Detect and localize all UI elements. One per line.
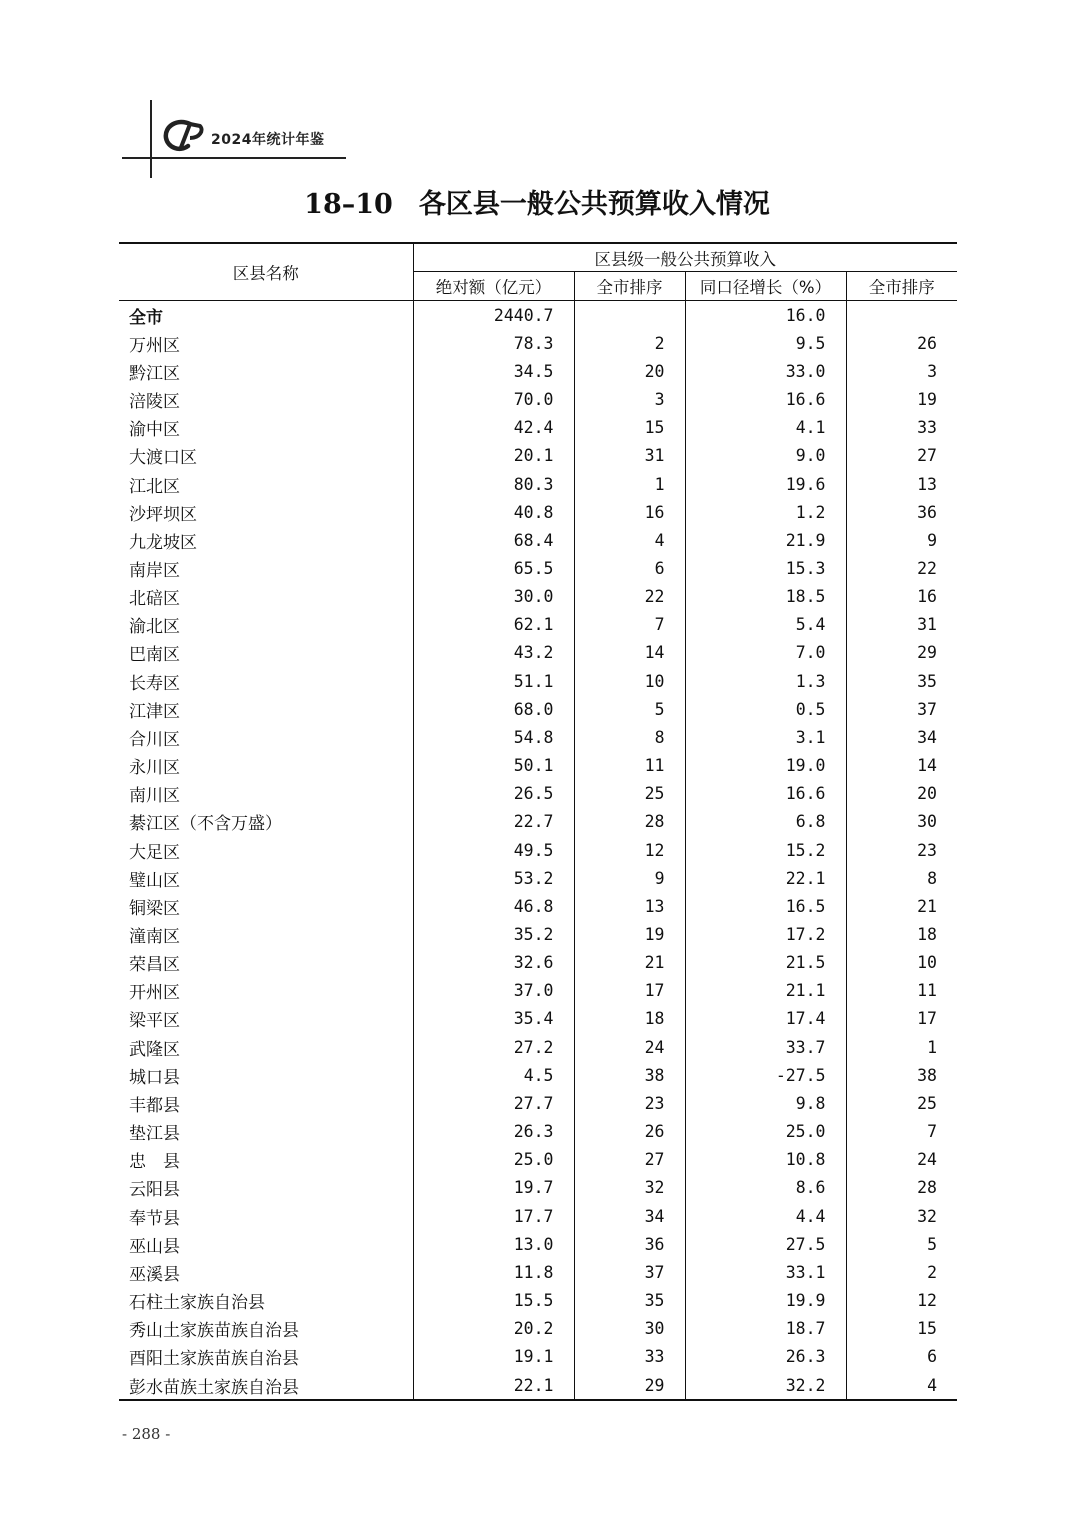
revenue-rank: 25 [574, 780, 685, 808]
table-row [119, 498, 957, 526]
growth-value: 16.0 [685, 301, 846, 330]
growth-rank: 36 [917, 502, 937, 522]
column-header-growth-rank: 全市排序 [846, 272, 957, 301]
growth-rank: 38 [917, 1065, 937, 1085]
growth-rank: 22 [917, 558, 937, 578]
group-header: 区县级一般公共预算收入 [413, 243, 957, 272]
table-row [119, 780, 957, 808]
growth-rank: 21 [917, 896, 937, 916]
revenue-rank: 2 [574, 329, 685, 357]
table-row [119, 920, 957, 948]
table-row [119, 583, 957, 611]
growth-rank: 24 [917, 1150, 937, 1170]
revenue-rank: 38 [574, 1061, 685, 1089]
growth-rank: 23 [917, 840, 937, 860]
growth-rank: 37 [917, 699, 937, 719]
absolute-value: 22.1 [413, 1371, 574, 1400]
growth-value: 3.1 [685, 723, 846, 751]
revenue-rank: 23 [574, 1089, 685, 1117]
growth-rank: 12 [917, 1291, 937, 1311]
growth-value: 33.7 [685, 1033, 846, 1061]
table-row [119, 1286, 957, 1314]
district-name: 酉阳土家族苗族自治县 [119, 1343, 413, 1371]
revenue-rank: 10 [574, 667, 685, 695]
table-row [119, 1118, 957, 1146]
growth-value: 33.1 [685, 1258, 846, 1286]
table-row [119, 1005, 957, 1033]
growth-value: 27.5 [685, 1230, 846, 1258]
district-name: 万州区 [119, 329, 413, 357]
growth-value: 15.3 [685, 554, 846, 582]
absolute-value: 68.4 [413, 526, 574, 554]
growth-value: 21.9 [685, 526, 846, 554]
growth-value: 9.8 [685, 1089, 846, 1117]
revenue-rank: 4 [574, 526, 685, 554]
absolute-value: 27.2 [413, 1033, 574, 1061]
revenue-rank: 13 [574, 892, 685, 920]
revenue-rank: 20 [574, 357, 685, 385]
growth-value: 16.5 [685, 892, 846, 920]
table-row [119, 892, 957, 920]
table-row [119, 949, 957, 977]
growth-rank: 15 [917, 1319, 937, 1339]
revenue-rank: 6 [574, 554, 685, 582]
table-row [119, 977, 957, 1005]
column-header-district: 区县名称 [119, 243, 413, 301]
growth-value: 5.4 [685, 611, 846, 639]
revenue-rank: 36 [574, 1230, 685, 1258]
district-name: 云阳县 [119, 1174, 413, 1202]
revenue-rank: 17 [574, 977, 685, 1005]
district-name: 巫山县 [119, 1230, 413, 1258]
growth-value: 21.5 [685, 949, 846, 977]
district-name: 大渡口区 [119, 442, 413, 470]
absolute-value: 27.7 [413, 1089, 574, 1117]
growth-value: 17.2 [685, 920, 846, 948]
table-row [119, 385, 957, 413]
district-name: 潼南区 [119, 920, 413, 948]
growth-value: 19.9 [685, 1286, 846, 1314]
absolute-value: 53.2 [413, 864, 574, 892]
table-row [119, 808, 957, 836]
growth-value: 33.0 [685, 357, 846, 385]
growth-value: 0.5 [685, 695, 846, 723]
growth-rank: 17 [917, 1009, 937, 1029]
table-row [119, 526, 957, 554]
district-name: 合川区 [119, 723, 413, 751]
revenue-rank: 11 [574, 752, 685, 780]
absolute-value: 15.5 [413, 1286, 574, 1314]
growth-value: 9.0 [685, 442, 846, 470]
growth-value: 9.5 [685, 329, 846, 357]
growth-value: 1.3 [685, 667, 846, 695]
absolute-value: 26.5 [413, 780, 574, 808]
district-name: 奉节县 [119, 1202, 413, 1230]
growth-value: 6.8 [685, 808, 846, 836]
district-name: 涪陵区 [119, 385, 413, 413]
revenue-rank: 16 [574, 498, 685, 526]
district-name: 垫江县 [119, 1118, 413, 1146]
table-row [119, 301, 957, 330]
absolute-value: 54.8 [413, 723, 574, 751]
absolute-value: 40.8 [413, 498, 574, 526]
absolute-value: 65.5 [413, 554, 574, 582]
table-row [119, 695, 957, 723]
growth-value: 25.0 [685, 1118, 846, 1146]
growth-rank: 18 [917, 925, 937, 945]
revenue-rank: 27 [574, 1146, 685, 1174]
table-row [119, 1315, 957, 1343]
growth-value: 4.4 [685, 1202, 846, 1230]
growth-rank: 31 [917, 615, 937, 635]
growth-rank: 8 [927, 868, 937, 888]
table-row [119, 1146, 957, 1174]
table-title: 各区县一般公共预算收入情况 [418, 189, 770, 220]
growth-value: 4.1 [685, 414, 846, 442]
district-name: 忠 县 [119, 1146, 413, 1174]
absolute-value: 4.5 [413, 1061, 574, 1089]
absolute-value: 35.4 [413, 1005, 574, 1033]
district-name: 渝北区 [119, 611, 413, 639]
district-name: 荣昌区 [119, 949, 413, 977]
absolute-value: 51.1 [413, 667, 574, 695]
absolute-value: 37.0 [413, 977, 574, 1005]
revenue-rank: 12 [574, 836, 685, 864]
table-row [119, 1371, 957, 1400]
revenue-rank: 31 [574, 442, 685, 470]
growth-value: 10.8 [685, 1146, 846, 1174]
growth-rank: 9 [927, 530, 937, 550]
absolute-value: 49.5 [413, 836, 574, 864]
table-row [119, 667, 957, 695]
revenue-rank [574, 301, 685, 330]
revenue-rank: 14 [574, 639, 685, 667]
revenue-rank: 29 [574, 1371, 685, 1400]
revenue-rank: 8 [574, 723, 685, 751]
absolute-value: 32.6 [413, 949, 574, 977]
table-row [119, 752, 957, 780]
table-row [119, 329, 957, 357]
table-row [119, 414, 957, 442]
column-header-growth: 同口径增长（%） [685, 272, 846, 301]
district-name: 綦江区（不含万盛） [119, 808, 413, 836]
revenue-rank: 15 [574, 414, 685, 442]
growth-value: 16.6 [685, 385, 846, 413]
district-name: 全市 [119, 301, 413, 330]
growth-value: 22.1 [685, 864, 846, 892]
district-name: 南川区 [119, 780, 413, 808]
table-body [119, 301, 957, 1401]
growth-value: 19.6 [685, 470, 846, 498]
district-name: 永川区 [119, 752, 413, 780]
growth-rank: 7 [927, 1122, 937, 1142]
absolute-value: 80.3 [413, 470, 574, 498]
table-row [119, 1343, 957, 1371]
growth-rank: 29 [917, 643, 937, 663]
growth-value: 18.5 [685, 583, 846, 611]
absolute-value: 34.5 [413, 357, 574, 385]
district-name: 铜梁区 [119, 892, 413, 920]
revenue-rank: 22 [574, 583, 685, 611]
revenue-rank: 7 [574, 611, 685, 639]
absolute-value: 2440.7 [413, 301, 574, 330]
revenue-rank: 34 [574, 1202, 685, 1230]
revenue-rank: 24 [574, 1033, 685, 1061]
growth-rank: 5 [927, 1234, 937, 1254]
table-row [119, 611, 957, 639]
table-row [119, 639, 957, 667]
growth-rank: 35 [917, 671, 937, 691]
growth-rank: 11 [917, 981, 937, 1001]
table-row [119, 442, 957, 470]
revenue-rank: 3 [574, 385, 685, 413]
growth-value: 21.1 [685, 977, 846, 1005]
absolute-value: 70.0 [413, 385, 574, 413]
growth-rank: 28 [917, 1178, 937, 1198]
growth-rank [846, 301, 957, 330]
growth-rank: 25 [917, 1093, 937, 1113]
absolute-value: 42.4 [413, 414, 574, 442]
revenue-rank: 21 [574, 949, 685, 977]
table-row [119, 554, 957, 582]
district-name: 大足区 [119, 836, 413, 864]
revenue-rank: 5 [574, 695, 685, 723]
growth-rank: 3 [927, 361, 937, 381]
table-row [119, 864, 957, 892]
district-name: 彭水苗族土家族自治县 [119, 1371, 413, 1400]
growth-rank: 30 [917, 812, 937, 832]
district-name: 江津区 [119, 695, 413, 723]
district-name: 丰都县 [119, 1089, 413, 1117]
header-horizontal-rule [122, 157, 346, 159]
growth-value: 18.7 [685, 1315, 846, 1343]
district-name: 石柱土家族自治县 [119, 1286, 413, 1314]
absolute-value: 17.7 [413, 1202, 574, 1230]
table-row [119, 836, 957, 864]
page-number: - 288 - [122, 1425, 171, 1443]
revenue-rank: 32 [574, 1174, 685, 1202]
table-row [119, 1258, 957, 1286]
revenue-rank: 26 [574, 1118, 685, 1146]
district-name: 沙坪坝区 [119, 498, 413, 526]
absolute-value: 43.2 [413, 639, 574, 667]
growth-rank: 1 [927, 1037, 937, 1057]
revenue-rank: 18 [574, 1005, 685, 1033]
header-vertical-rule [150, 100, 152, 178]
growth-rank: 2 [927, 1262, 937, 1282]
table-row [119, 1061, 957, 1089]
absolute-value: 13.0 [413, 1230, 574, 1258]
absolute-value: 19.7 [413, 1174, 574, 1202]
revenue-rank: 28 [574, 808, 685, 836]
growth-rank: 20 [917, 784, 937, 804]
revenue-rank: 9 [574, 864, 685, 892]
growth-value: 16.6 [685, 780, 846, 808]
growth-rank: 14 [917, 756, 937, 776]
revenue-rank: 33 [574, 1343, 685, 1371]
yearbook-logo-icon [160, 116, 206, 156]
growth-value: 8.6 [685, 1174, 846, 1202]
growth-rank: 6 [927, 1347, 937, 1367]
absolute-value: 68.0 [413, 695, 574, 723]
district-name: 梁平区 [119, 1005, 413, 1033]
column-header-rank: 全市排序 [574, 272, 685, 301]
absolute-value: 30.0 [413, 583, 574, 611]
district-name: 璧山区 [119, 864, 413, 892]
district-name: 九龙坡区 [119, 526, 413, 554]
table-row [119, 723, 957, 751]
district-name: 渝中区 [119, 414, 413, 442]
table-row [119, 1089, 957, 1117]
page-title [0, 182, 1074, 221]
growth-value: -27.5 [685, 1061, 846, 1089]
growth-rank: 16 [917, 587, 937, 607]
district-name: 秀山土家族苗族自治县 [119, 1315, 413, 1343]
yearbook-label: 2024年统计年鉴 [211, 132, 325, 148]
revenue-rank: 35 [574, 1286, 685, 1314]
growth-value: 32.2 [685, 1371, 846, 1400]
growth-rank: 32 [917, 1206, 937, 1226]
district-name: 巴南区 [119, 639, 413, 667]
absolute-value: 26.3 [413, 1118, 574, 1146]
growth-value: 15.2 [685, 836, 846, 864]
revenue-rank: 37 [574, 1258, 685, 1286]
absolute-value: 78.3 [413, 329, 574, 357]
growth-rank: 10 [917, 953, 937, 973]
district-name: 南岸区 [119, 554, 413, 582]
growth-value: 19.0 [685, 752, 846, 780]
growth-rank: 34 [917, 727, 937, 747]
table-row [119, 1033, 957, 1061]
absolute-value: 35.2 [413, 920, 574, 948]
growth-rank: 27 [917, 446, 937, 466]
growth-rank: 4 [846, 1371, 957, 1400]
absolute-value: 25.0 [413, 1146, 574, 1174]
district-name: 城口县 [119, 1061, 413, 1089]
revenue-rank: 19 [574, 920, 685, 948]
district-name: 北碚区 [119, 583, 413, 611]
growth-rank: 33 [917, 418, 937, 438]
district-name: 长寿区 [119, 667, 413, 695]
absolute-value: 20.2 [413, 1315, 574, 1343]
absolute-value: 11.8 [413, 1258, 574, 1286]
district-name: 武隆区 [119, 1033, 413, 1061]
growth-value: 1.2 [685, 498, 846, 526]
absolute-value: 19.1 [413, 1343, 574, 1371]
revenue-table [119, 242, 957, 1401]
revenue-rank: 30 [574, 1315, 685, 1343]
district-name: 江北区 [119, 470, 413, 498]
table-row [119, 357, 957, 385]
growth-rank: 26 [917, 333, 937, 353]
growth-value: 17.4 [685, 1005, 846, 1033]
district-name: 开州区 [119, 977, 413, 1005]
growth-value: 7.0 [685, 639, 846, 667]
table-row [119, 1230, 957, 1258]
absolute-value: 62.1 [413, 611, 574, 639]
column-header-absolute: 绝对额（亿元） [413, 272, 574, 301]
absolute-value: 20.1 [413, 442, 574, 470]
table-number: 18–10 [304, 189, 393, 220]
growth-rank: 19 [917, 390, 937, 410]
absolute-value: 50.1 [413, 752, 574, 780]
revenue-rank: 1 [574, 470, 685, 498]
table-row [119, 1202, 957, 1230]
absolute-value: 46.8 [413, 892, 574, 920]
table-row [119, 470, 957, 498]
table-row [119, 1174, 957, 1202]
district-name: 黔江区 [119, 357, 413, 385]
growth-rank: 13 [917, 474, 937, 494]
absolute-value: 22.7 [413, 808, 574, 836]
district-name: 巫溪县 [119, 1258, 413, 1286]
growth-value: 26.3 [685, 1343, 846, 1371]
